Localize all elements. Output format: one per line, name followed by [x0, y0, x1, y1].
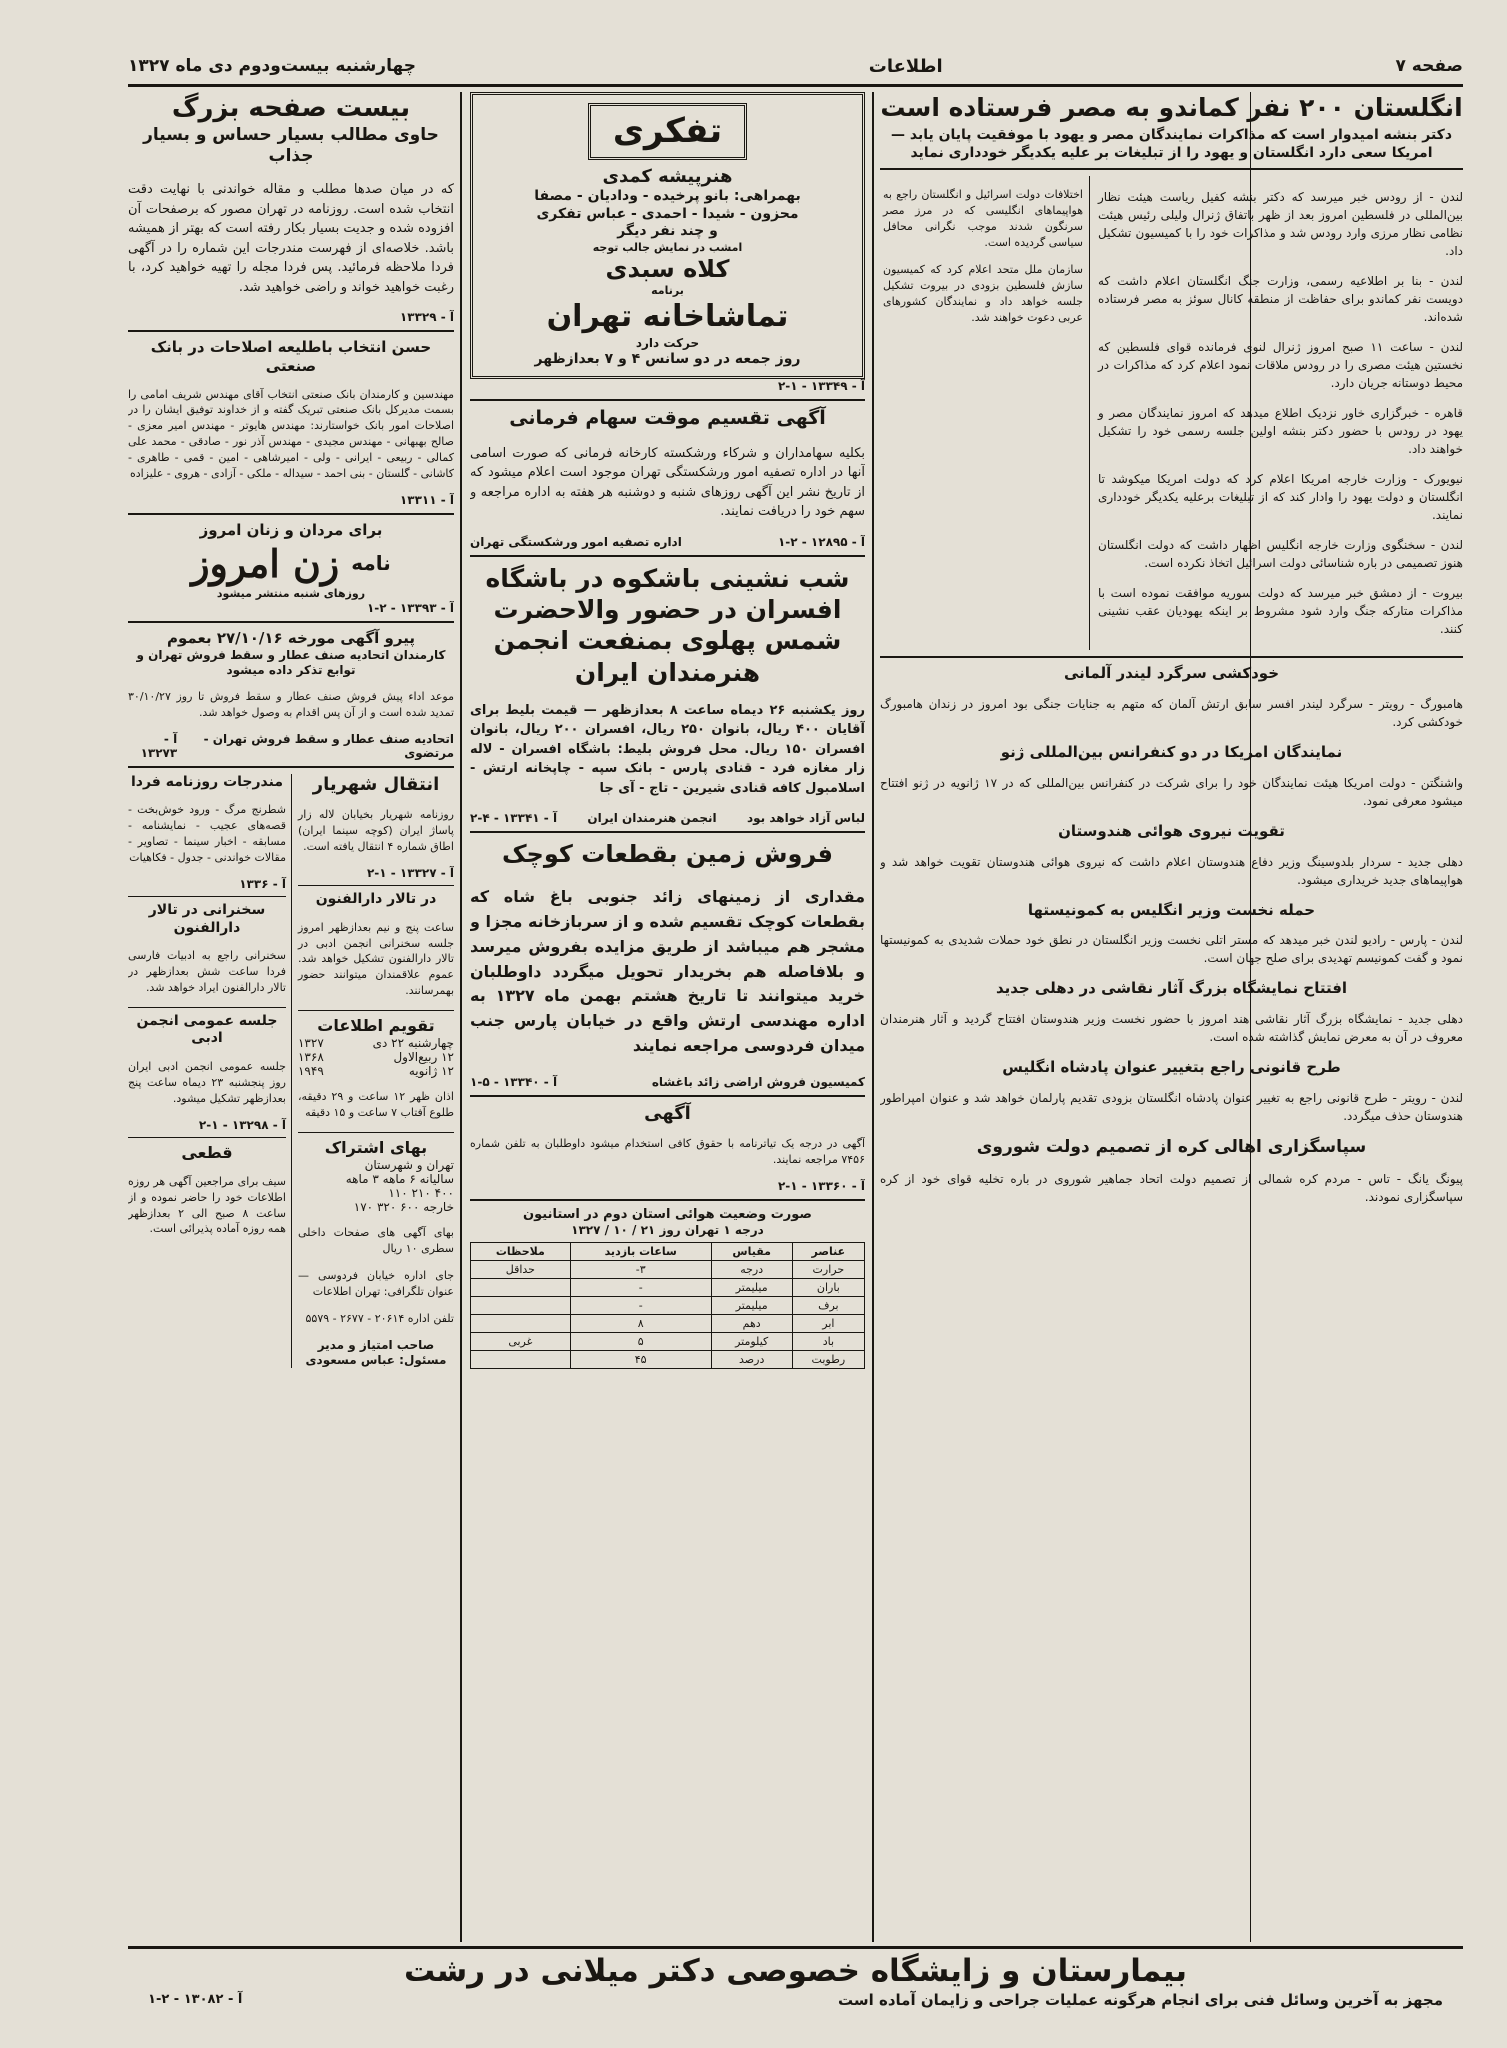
assembly-footer: [128, 1118, 286, 1132]
article-paragraph: بیروت - از دمشق خبر میرسد که دولت سوریه موافقت نموده است با مذاکرات متارکه جنگ وارد شود مشروط بر اینکه یهودیان عقب نشینی کنند.: [1098, 586, 1463, 637]
weather-cell: برف: [792, 1297, 864, 1315]
notice-title: آگهی: [644, 1102, 691, 1124]
calendar-note: اذان ظهر ۱۲ ساعت و ۲۹ دقیقه، طلوع آفتاب ۷ ساعت و ۱۵ دقیقه: [297, 1090, 454, 1120]
owner-signature: صاحب امتیاز و مدیر مسئول: عباس مسعودی: [305, 1337, 447, 1367]
weather-subtitle: درجه ۱ تهران روز ۲۱ / ۱۰ / ۱۳۲۷: [571, 1223, 764, 1238]
weather-row: [471, 1351, 865, 1369]
assembly-body: جلسه عمومی انجمن ادبی ایران روز پنجشنبه ۲۳ دیماه ساعت پنج بعدازظهر تشکیل میشود.: [128, 1059, 286, 1105]
weather-cell: [471, 1297, 571, 1315]
weather-row: [471, 1315, 865, 1333]
land-sale-sign: کمیسیون فروش اراضی زائد باغشاه: [651, 1074, 865, 1089]
divider: [470, 831, 865, 833]
zan-title: زن امروز: [191, 540, 340, 586]
article-heading: سپاسگزاری اهالی کره از تصمیم دولت شوروی: [976, 1136, 1367, 1157]
weather-row: [471, 1261, 865, 1279]
calendar-row-cell: ۱۲ ژانویه: [408, 1064, 454, 1079]
issue-date: چهارشنبه بیست‌ودوم دی ماه ۱۳۲۷: [128, 56, 416, 76]
ad-line: امشب در نمایش جالب توجه: [592, 240, 743, 254]
subheadline: دکتر بنشه امیدوار است که مذاکرات نمایندگان مصر و یهود با موفقیت پایان یابد — امریکا سعی دارد انگلستان و یهود را از تبلیغات بر علیه یکدیگر خودداری نماید: [890, 127, 1453, 161]
notice-heading: قطعی: [181, 1142, 233, 1162]
land-sale-title: فروش زمین بقطعات کوچک: [501, 840, 834, 869]
ad-reference: [470, 379, 865, 393]
ad-line: تماشاخانه تهران: [546, 299, 789, 334]
divider: [128, 1007, 286, 1008]
article-paragraph: دهلی جدید - نمایشگاه بزرگ آثار نقاشی هند امروز با حضور نخست وزیر هندوستان افتتاح گردید و آثار هنرمندان معروف در آن به معرض نمایش گذاشته شده است.: [880, 1012, 1463, 1044]
divider: [470, 1095, 865, 1097]
ref-text: آ - ۱۳۲۷۳: [140, 731, 178, 760]
notice-sign: اداره تصفیه امور ورشکستگی تهران: [470, 534, 682, 549]
weather-cell: -: [570, 1297, 711, 1315]
weather-col-header: ساعات بازدید: [570, 1243, 711, 1261]
weather-cell: ۴۵: [570, 1351, 711, 1369]
ref-text: آ - ۱۳۳۲۹: [399, 310, 454, 324]
contents-heading: مندرجات روزنامه فردا: [130, 773, 284, 790]
column-rule: [460, 92, 462, 1942]
ref-text: آ - ۱۳۳۲۷ - ۱-۲: [366, 866, 454, 881]
divider: [470, 555, 865, 557]
divider: [880, 168, 1463, 170]
article-paragraph: سازمان ملل متحد اعلام کرد که کمیسیون سازش فلسطین بزودی در بیروت تشکیل جلسه خواهد داد و نمایندگان کشورهای عربی دعوت خواهند شد.: [883, 263, 1083, 324]
weather-cell: ابر: [792, 1315, 864, 1333]
column-right: [880, 92, 1463, 1942]
land-sale-footer: [470, 1075, 865, 1089]
article-paragraph: هامبورگ - رویتر - سرگرد لیندر افسر سابق ارتش آلمان که متهم به جنایات جنگی بود امروز در زندان هامبورگ خودکشی کرد.: [880, 697, 1463, 729]
article-paragraph: لندن - بنا بر اطلاعیه رسمی، وزارت جنگ انگلستان اعلام داشت که دویست نفر کماندو برای حفاظت از منطقه کانال سوئز به مصر فرستاده شده‌اند.: [1098, 274, 1463, 325]
weather-cell: کیلومتر: [711, 1333, 792, 1351]
lecture-heading: در تالار دارالفنون: [315, 891, 437, 908]
article-heading: حمله نخست وزیر انگلیس به کمونیستها: [1027, 900, 1316, 919]
weather-cell: حداقل: [471, 1261, 571, 1279]
calendar-row: [298, 1064, 454, 1078]
article-paragraph: لندن - پارس - رادیو لندن خبر میدهد که مستر اتلی نخست وزیر انگلستان در نطق خود حملات شدیدی به کمونیستها نمود و گفت کمونیسم تهدیدی برای صلح جهان است.: [880, 933, 1463, 966]
divider: [128, 766, 454, 768]
zan-heading: برای مردان و زنان امروز: [199, 521, 383, 540]
article-paragraph: پیونگ یانگ - تاس - مردم کره شمالی از تصمیم دولت اتحاد جماهیر شوروی در باره تخلیه قوای خود از کره سپاسگزاری نمودند.: [880, 1172, 1463, 1204]
article-paragraph: لندن - رویتر - طرح قانونی راجع به تغییر عنوان پادشاه انگلستان بزودی تقدیم پارلمان خواهد شد و عنوان امپراطور هندوستان حذف میگردد.: [880, 1090, 1463, 1123]
weather-cell: میلیمتر: [711, 1297, 792, 1315]
lecture-body: ساعت پنج و نیم بعدازظهر امروز جلسه سخنرانی انجمن ادبی در تالار دارالفنون تشکیل خواهد شد. عموم علاقمندان میتوانند حضور بهمرسانند.: [297, 920, 454, 998]
footer-ad: [128, 1952, 1463, 2032]
column-left: [128, 92, 454, 1942]
subscription-rows: [298, 1158, 454, 1214]
ad-line: حرکت دارد: [635, 335, 700, 350]
ad-title: تفکری: [588, 103, 747, 160]
magazine-headline: بیست صفحه بزرگ: [171, 93, 411, 123]
weather-cell: ۵: [570, 1333, 711, 1351]
ref-text: آ - ۱۳۳۴۰ - ۵-۱: [470, 1074, 558, 1089]
article-paragraph: اختلافات دولت اسرائیل و انگلستان راجع به هواپیماهای انگلیسی که در مرز مصر سرنگون شدند موجب نگرانی محافل سیاسی گردیده است.: [883, 188, 1083, 250]
ref-text: آ - ۱۳۳۱۱: [399, 493, 454, 508]
divider: [128, 896, 286, 897]
magazine-subheadline: حاوی مطالب بسیار حساس و بسیار جذاب: [143, 124, 439, 166]
weather-cell: حرارت: [792, 1261, 864, 1279]
weather-body: [471, 1261, 865, 1369]
phone: تلفن اداره ۲۰۶۱۴ - ۲۶۷۷ - ۵۵۷۹: [305, 1311, 454, 1325]
footer-rule: [128, 1946, 1463, 1949]
article-paragraph: قاهره - خبرگزاری خاور نزدیک اطلاع میدهد که امروز نمایندگان مصر و یهود در رودس با حضور دکتر بنشه اولین جلسه رسمی خود را تشکیل خواهند داد.: [1098, 406, 1463, 457]
weather-cell: ۸: [570, 1315, 711, 1333]
article-paragraph: دهلی جدید - سردار بلدوسینگ وزیر دفاع هندوستان اعلام داشت که نیروی هوائی هندوستان تقویت خواهد شد و هواپیماهای جدید خریداری میشود.: [880, 854, 1463, 887]
talk-body: سخنرانی راجع به ادبیات فارسی فردا ساعت شش بعدازظهر در تالار دارالفنون ایراد خواهد شد.: [128, 949, 286, 994]
article-paragraph: لندن - از رودس خبر میرسد که دکتر بنشه کفیل ریاست هیئت نظار بین‌المللی در فلسطین امروز بعد از ظهر باتفاق ژنرال ولیلی رئیس هیئت نظامی نظار مرزی وارد رودس شد و مذاکرات خود را با کمیسیون تشکیل داد.: [1098, 190, 1463, 259]
calendar-rows: [298, 1036, 454, 1078]
ref-text: آ - ۱۳۳۶: [239, 877, 286, 891]
column-center: [470, 92, 865, 1942]
event-title: افسران در حضور والاحضرت: [493, 595, 842, 624]
weather-cell: [471, 1279, 571, 1297]
article-paragraph: لندن - ساعت ۱۱ صبح امروز ژنرال لنوی فرمانده قوای فلسطین که نخستین هیئت مصری را در رودس ملاقات نمود اعلام کرد که مذاکرات در محیط دوستانه جریان دارد.: [1098, 340, 1463, 391]
weather-col-header: عناصر: [792, 1243, 864, 1261]
contents-footer: [128, 877, 286, 891]
weather-col-header: مقیاس: [711, 1243, 792, 1261]
ad-line: بهمراهی: بانو پرخیده - ودادیان - مصفا: [534, 188, 801, 204]
article-paragraph: لندن - سخنگوی وزارت خارجه انگلیس اظهار داشت که دولت انگلستان هنوز تصمیمی در باره شناسائی دولت اسرائیل اتخاذ نکرده است.: [1098, 538, 1463, 571]
land-sale-body: مقداری از زمینهای زائد جنوبی باغ شاه که بقطعات کوچک تقسیم شده و از سربازخانه مجزا و مشجر هم میباشد از طریق مزایده بفروش میرسد و بلافاصله هم بخریدار تحویل میگردد داوطلبان خرید میتوانند تا تاریخ هشتم بهمن ماه ۱۳۲۷ به اداره مهندسی ارتش واقع در خیابان پارس جنب میدان فردوسی مراجعه نمایند: [470, 887, 865, 1056]
ref-text: آ - ۱۳۳۴۹ - ۱-۲: [777, 379, 865, 393]
header-rule: [128, 84, 1463, 87]
subscription-row: [298, 1158, 454, 1172]
event-body: روز یکشنبه ۲۶ دیماه ساعت ۸ بعدازظهر — قیمت بلیط برای آقایان ۴۰۰ ریال، بانوان ۲۵۰ ریال، افسران ۲۰۰ ریال، بانوان افسران ۱۵۰ ریال. محل فروش بلیط: باشگاه افسران - لاله زار مغازه فرد - قنادی پارس - بانک سپه - چاپخانه ارتش - اسلامبول کافه قنادی شیرین - تاج - آی جا: [470, 702, 865, 796]
event-title: شب نشینی باشکوه در باشگاه: [485, 563, 850, 593]
notice-body: آگهی در درجه یک تیاترنامه با حقوق کافی استخدام میشود داوطلبان به تلفن شماره ۷۴۵۶ مراجعه نمایند.: [470, 1137, 865, 1167]
weather-cell: -: [570, 1279, 711, 1297]
bank-heading: حسن انتخاب باطلیعه اصلاحات در بانک صنعتی: [150, 338, 432, 375]
bank-body: مهندسین و کارمندان بانک صنعتی انتخاب آقای مهندس شریف امامی را بسمت مدیرکل بانک صنعتی تبریک گفته و از خداوند توفیق ایشان را در اصلاحات امور بانک خواستارند: مهندس هایوتر - مهندس امیر معزی - صالح بهبهانی - مهندس مجیدی - مهندس آذر نور - صادقی - محمد علی کمالی - ربیعی - ایرانی - ولی - امیرشاهی - امین - قمی - طاهری - کاشانی - گلستان - بنی احمد - سیداله - ملکی - آزادی - هروی - علیزاده: [128, 387, 454, 481]
headline: انگلستان ۲۰۰ نفر کماندو به مصر فرستاده است: [880, 93, 1463, 122]
shahriar-footer: [298, 866, 454, 880]
divider: [128, 1137, 286, 1138]
weather-row: [471, 1279, 865, 1297]
magazine-body: که در میان صدها مطلب و مقاله خواندنی با نهایت دقت انتخاب شده است. روزنامه در تهران مصور که برصفحات آن افزوده شده و جدیت بسیار بکار رفته است که بهتر از همیشه باشد. خلاصه‌ای از فهرست مندرجات این شماره را در آگهی فردا ملاحظه فرمائید. پس فردا مجله را تهیه خواهید کرد، با رغبت خواهید خواند و راضی خواهید شد.: [128, 182, 454, 295]
subscription-row: [298, 1186, 454, 1200]
zan-subtitle: روزهای شنبه منتشر میشود: [216, 587, 366, 601]
page-header: [128, 52, 1463, 80]
divider: [298, 885, 454, 886]
ad-line: محزون - شیدا - احمدی - عباس تفکری: [536, 205, 799, 222]
weather-cell: میلیمتر: [711, 1279, 792, 1297]
footer-ref: آ - ۱۳۰۸۲ - ۲-۱: [148, 1992, 243, 2007]
weather-cell: غربی: [471, 1333, 571, 1351]
weather-cell: [471, 1315, 571, 1333]
ref-text: آ - ۱۳۳۶۰ - ۱-۲: [777, 1179, 865, 1194]
assembly-heading: جلسه عمومی انجمن ادبی: [136, 1012, 278, 1047]
weather-cell: دهم: [711, 1315, 792, 1333]
article-paragraph: نیویورک - وزارت خارجه امریکا اعلام کرد که دولت امریکا میکوشد تا انگلستان و دولت یهود را وادار کند که از تبلیغات برعلیه یکدیگر خودداری نمایند.: [1098, 472, 1463, 523]
newspaper-name: اطلاعات: [868, 55, 943, 77]
calendar-row-cell: چهارشنبه ۲۲ دی: [372, 1036, 454, 1051]
article-heading: طرح قانونی راجع بتغییر عنوان پادشاه انگلیس: [1002, 1058, 1341, 1076]
guild-subheading: کارمندان اتحادیه صنف عطار و سقط فروش تهران و توابع تذکر داده میشود: [136, 647, 446, 677]
article-heading: افتتاح نمایشگاه بزرگ آثار نقاشی در دهلی جدید: [995, 979, 1348, 998]
theater-ad: [470, 92, 865, 379]
event-footer: [470, 811, 865, 825]
calendar-row: [298, 1050, 454, 1064]
ref-text: آ - ۱۳۲۹۸ - ۱-۲: [198, 1117, 286, 1132]
column-rule: [872, 92, 874, 1942]
magazine-footer: [128, 310, 454, 324]
ad-line: هنرپیشه کمدی: [602, 165, 733, 187]
weather-cell: رطوبت: [792, 1351, 864, 1369]
bank-footer: [128, 493, 454, 507]
shahriar-body: روزنامه شهریار بخیابان لاله زار پاساژ ایران (کوچه سینما ایران) اطاق شماره ۴ انتقال یافته است.: [297, 808, 454, 854]
divider: [470, 1199, 865, 1201]
weather-row: [471, 1297, 865, 1315]
ad-line: کلاه سبدی: [605, 255, 730, 284]
weather-cell: باد: [792, 1333, 864, 1351]
weather-col-header: ملاحظات: [471, 1243, 571, 1261]
ref-text: آ - ۱۳۳۴۱ - ۴-۲: [470, 811, 558, 826]
divider: [128, 513, 454, 515]
divider: [470, 399, 865, 401]
subscription-row-cell: خارجه ۶۰۰ ۳۲۰ ۱۷۰: [353, 1200, 454, 1215]
ref-text: آ - ۱۳۳۹۳ - ۲-۱: [366, 601, 454, 616]
calendar-row-cell: ۱۳۶۸: [297, 1050, 324, 1065]
weather-cell: [471, 1351, 571, 1369]
article-paragraph: واشنگتن - دولت امریکا هیئت نمایندگان خود را برای شرکت در کنفرانس بین‌المللی که در ۱۷ ژانویه در ژنو افتتاح میشود معرفی نمود.: [880, 775, 1463, 808]
subscription-row-cell: تهران و شهرستان: [364, 1158, 454, 1173]
weather-cell: ۳-: [570, 1261, 711, 1279]
contents-body: شطرنج مرگ - ورود خوش‌بخت - قصه‌های عجیب - نمایشنامه - مسابقه - اخبار سینما - تصاویر - مقالات خواندنی - جدول - فکاهیات: [128, 803, 286, 865]
calendar-heading: تقویم اطلاعات: [317, 1016, 435, 1036]
notice-body: سیف برای مراجعین آگهی هر روزه اطلاعات خود را حاضر نموده و از ساعت ۸ صبح الی ۲ بعدازظهر همه روزه آماده پذیرائی است.: [128, 1174, 286, 1236]
weather-cell: درصد: [711, 1351, 792, 1369]
article-heading: تقویت نیروی هوائی هندوستان: [1058, 821, 1285, 840]
subscription-row-cell: سالیانه ۶ ماهه ۳ ماهه: [345, 1172, 454, 1187]
notice-footer: [470, 535, 865, 549]
notice-body: بکلیه سهامداران و شرکاء ورشکسته کارخانه فرمانی که صورت اسامی آنها در اداره تصفیه امور ورشکستگی تهران موجود است اعلام میشود که از تاریخ نشر این آگهی روزهای شنبه و دوشنبه هر هفته به اداره مراجعه و سهم خود را دریافت نمایند.: [470, 445, 865, 520]
subscription-heading: بهای اشتراک: [324, 1138, 428, 1158]
address: جای اداره خیابان فردوسی — عنوان تلگرافی: تهران اطلاعات: [297, 1269, 454, 1298]
weather-title: صورت وضعیت هوائی استان دوم در استانیون: [523, 1207, 812, 1223]
event-title: هنرمندان ایران: [574, 657, 761, 687]
subscription-row-cell: ۴۰۰ ۲۱۰ ۱۱۰: [388, 1186, 454, 1201]
divider: [128, 621, 454, 623]
event-note: لباس آزاد خواهد بود: [746, 811, 865, 826]
divider: [128, 330, 454, 332]
shahriar-heading: انتقال شهریار: [312, 773, 440, 795]
divider: [298, 1132, 454, 1133]
weather-cell: درجه: [711, 1261, 792, 1279]
calendar-row-cell: ۱۳۲۷: [297, 1036, 324, 1051]
notice-title: آگهی تقسیم موقت سهام فرمانی: [509, 407, 826, 429]
calendar-row-cell: ۱۲ ربیع‌الاول: [393, 1050, 454, 1065]
talk-heading: سخنرانی در تالار دارالفنون: [148, 902, 266, 936]
guild-heading: پیرو آگهی مورخه ۲۷/۱۰/۱۶ بعموم: [167, 629, 415, 648]
guild-sign: اتحادیه صنف عطار و سقط فروش تهران - مرتضوی: [203, 731, 454, 760]
guild-footer: [128, 732, 454, 760]
calendar-row: [298, 1036, 454, 1050]
zan-footer: [128, 601, 454, 615]
ad-line: روز جمعه در دو سانس ۴ و ۷ بعدازظهر: [534, 350, 801, 367]
weather-header-row: [471, 1243, 865, 1261]
guild-body: موعد اداء پیش فروش صنف عطار و سقط فروش تا روز ۳۰/۱۰/۲۷ تمدید شده است و از آن پس اقدام به وصول خواهد شد.: [128, 689, 454, 719]
subscription-row: [298, 1200, 454, 1214]
weather-cell: باران: [792, 1279, 864, 1297]
ref-text: آ - ۱۲۸۹۵ - ۲-۱: [777, 534, 865, 549]
footer-title: بیمارستان و زایشگاه خصوصی دکتر میلانی در رشت: [403, 1953, 1188, 1989]
zan-label: نامه: [351, 551, 391, 576]
weather-table: [470, 1242, 865, 1369]
page-number: صفحه ۷: [1395, 56, 1463, 76]
event-title: شمس پهلوی بمنفعت انجمن: [493, 626, 842, 656]
article-heading: خودکشی سرگرد لیندر آلمانی: [1063, 664, 1280, 683]
calendar-row-cell: ۱۹۴۹: [297, 1064, 324, 1079]
article-heading: نمایندگان امریکا در دو کنفرانس بین‌المللی ژنو: [1000, 743, 1343, 761]
weather-row: [471, 1333, 865, 1351]
ad-line: برنامه: [651, 284, 684, 298]
notice-footer: [470, 1179, 865, 1193]
divider: [880, 656, 1463, 658]
event-sign: انجمن هنرمندان ایران: [587, 811, 717, 826]
ad-line: و چند نفر دیگر: [617, 223, 718, 239]
footer-body: مجهز به آخرین وسائل فنی برای انجام هرگونه عملیات جراحی و زایمان آماده است: [838, 1990, 1443, 2009]
subscription-row: [298, 1172, 454, 1186]
divider: [298, 1010, 454, 1011]
subscription-note: بهای آگهی های صفحات داخلی سطری ۱۰ ریال: [297, 1226, 454, 1256]
